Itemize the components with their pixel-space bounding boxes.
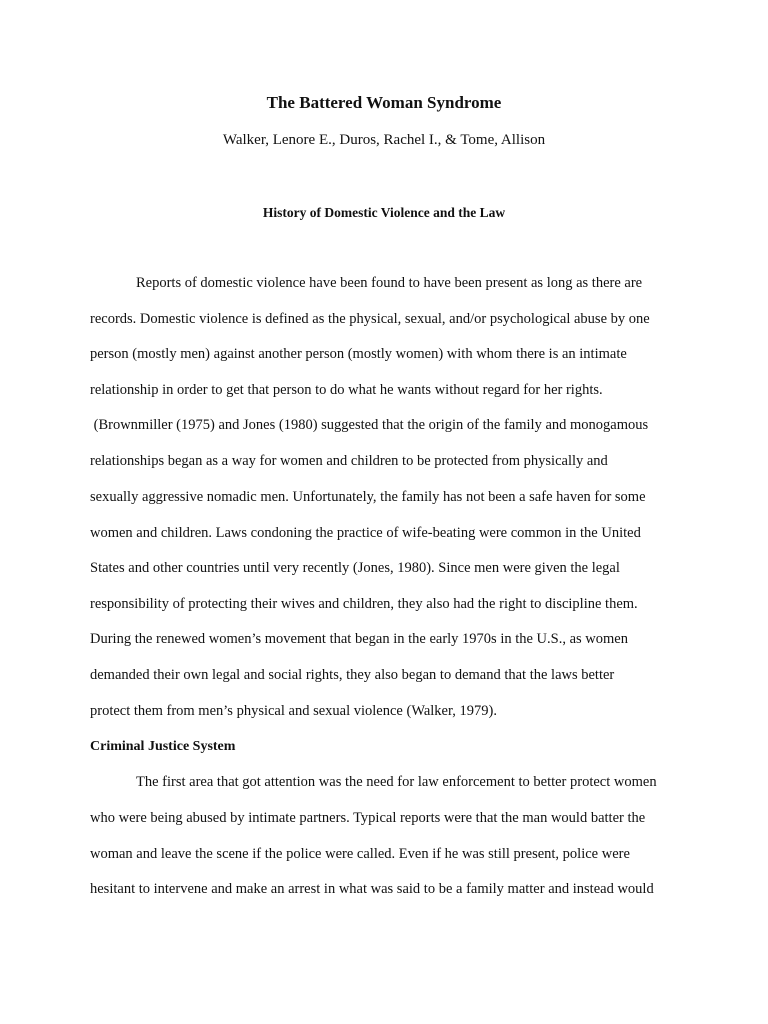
- paragraph-line: hesitant to intervene and make an arrest in what was said to be a family matter and instead would: [90, 881, 654, 897]
- paragraph-line: woman and leave the scene if the police were called. Even if he was still present, police were: [90, 846, 630, 862]
- paragraph-line: relationship in order to get that person to do what he wants without regard for her rights.: [90, 382, 603, 398]
- paragraph-line: States and other countries until very recently (Jones, 1980). Since men were given the legal: [90, 560, 620, 576]
- section-heading: History of Domestic Violence and the Law: [262, 205, 506, 220]
- paragraph-line: protect them from men’s physical and sexual violence (Walker, 1979).: [90, 703, 497, 719]
- paragraph-line: demanded their own legal and social rights, they also began to demand that the laws better: [90, 667, 615, 683]
- paragraph-line: During the renewed women’s movement that began in the early 1970s in the U.S., as women: [90, 631, 628, 647]
- paragraph-line: person (mostly men) against another person (mostly women) with whom there is an intimate: [90, 346, 627, 362]
- paragraph-line: women and children. Laws condoning the practice of wife-beating were common in the United: [90, 525, 641, 541]
- paragraph-line: sexually aggressive nomadic men. Unfortunately, the family has not been a safe haven for some: [90, 489, 646, 505]
- paragraph-line: The first area that got attention was the need for law enforcement to better protect women: [136, 774, 657, 790]
- paragraph-line: responsibility of protecting their wives and children, they also had the right to discipline them.: [90, 596, 638, 612]
- document-title: The Battered Woman Syndrome: [266, 93, 502, 112]
- paragraph-line: records. Domestic violence is defined as the physical, sexual, and/or psychological abuse by one: [90, 311, 650, 327]
- subheading: Criminal Justice System: [90, 739, 236, 754]
- paragraph-line: who were being abused by intimate partners. Typical reports were that the man would batter the: [90, 810, 646, 826]
- document-authors: Walker, Lenore E., Duros, Rachel I., & Tome, Allison: [222, 132, 546, 148]
- paragraph-line: Reports of domestic violence have been found to have been present as long as there are: [136, 275, 643, 291]
- paragraph-line: (Brownmiller (1975) and Jones (1980) suggested that the origin of the family and monogamous: [90, 417, 649, 433]
- paragraph-line: relationships began as a way for women and children to be protected from physically and: [90, 453, 608, 469]
